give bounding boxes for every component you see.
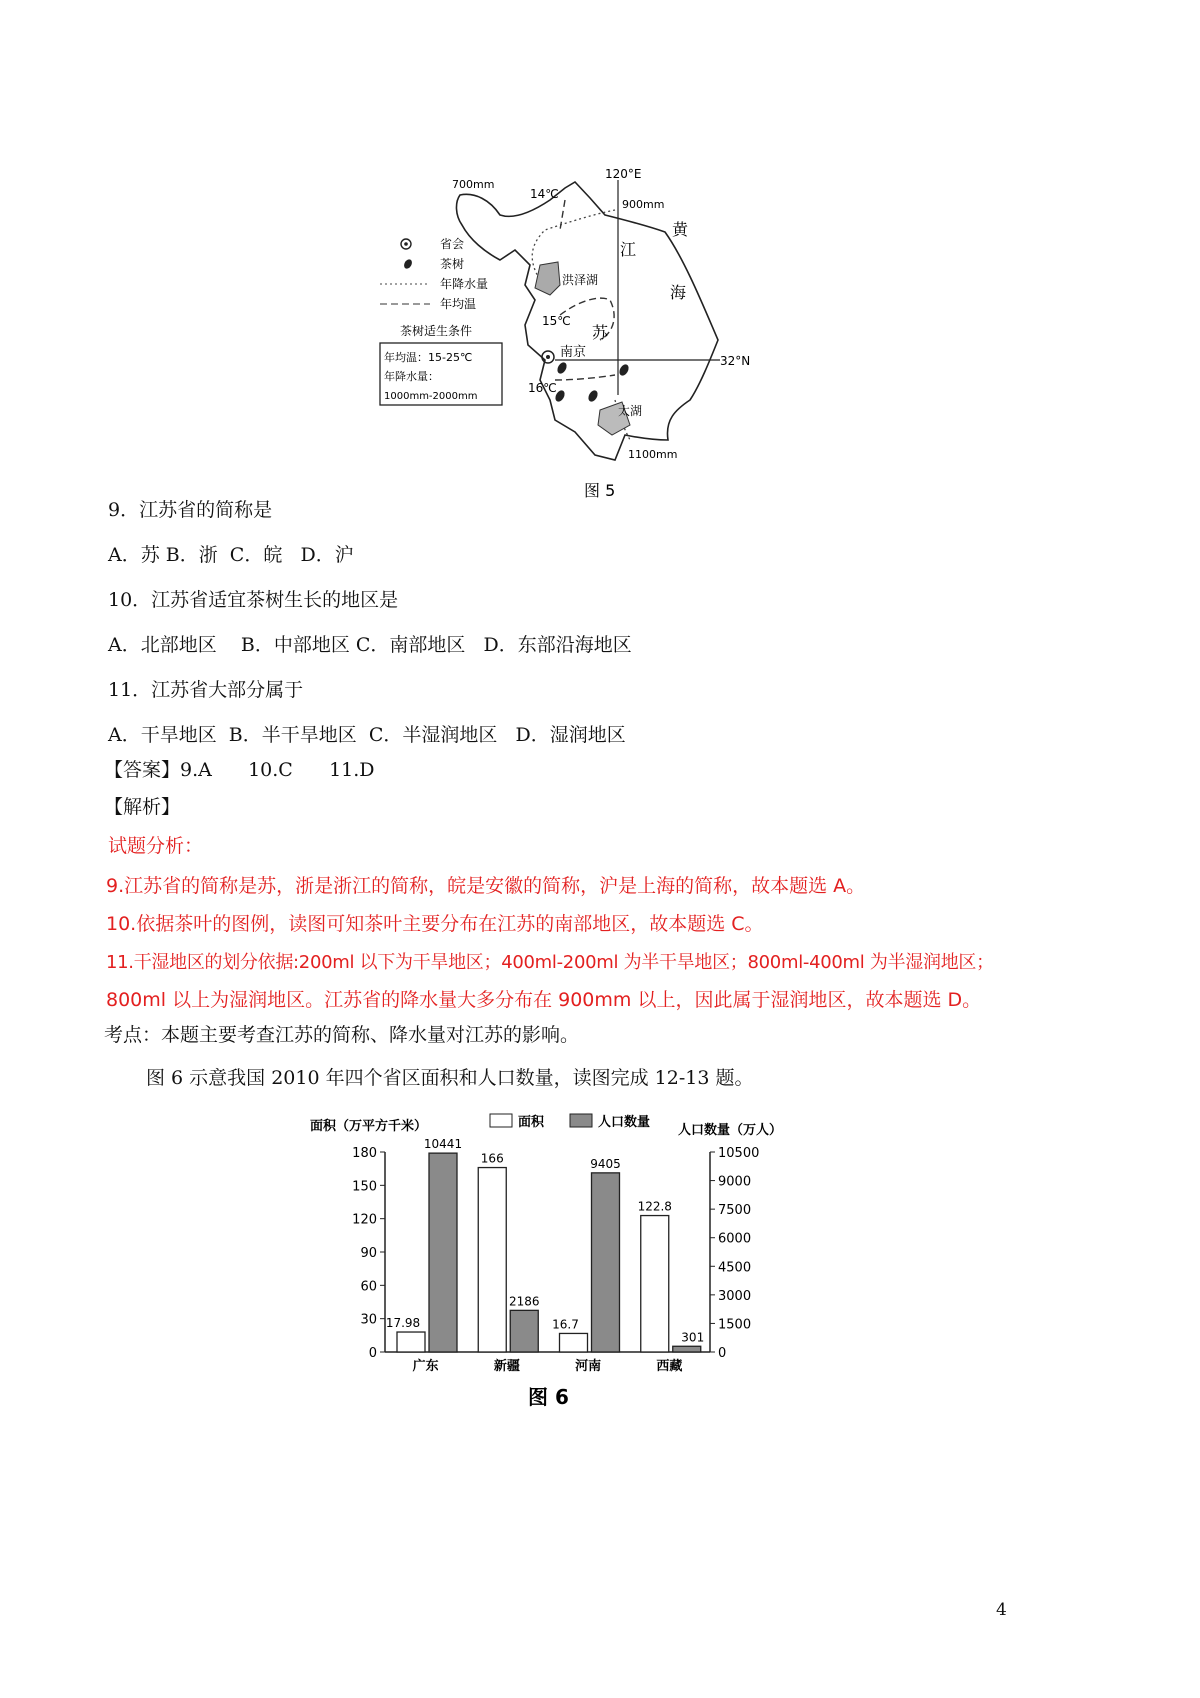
legend-area-label: 面积: [518, 1115, 545, 1130]
label-15c: 15℃: [542, 314, 571, 328]
question-10-options: A．北部地区 B．中部地区 C．南部地区 D．东部沿海地区: [108, 634, 632, 656]
right-tick-label: 7500: [718, 1203, 752, 1219]
answer-line: 【答案】9.A 10.C 11.D: [104, 759, 375, 781]
legend-pop-swatch: [570, 1114, 592, 1127]
label-hongze: 洪泽湖: [562, 273, 599, 287]
bar-population: [592, 1173, 620, 1352]
box-title: 茶树适生条件: [400, 324, 473, 338]
label-huang: 黄: [672, 220, 689, 239]
bar-population: [510, 1310, 538, 1352]
left-tick-label: 150: [352, 1179, 377, 1195]
box-line2: 年降水量：: [384, 370, 439, 383]
category-label: 河南: [575, 1359, 602, 1374]
explanation-11b: 800ml 以上为湿润地区。江苏省的降水量大多分布在 900mm 以上，因此属于湿润地区，故本题选 D。: [106, 989, 982, 1011]
right-tick-label: 9000: [718, 1174, 752, 1190]
data-label-population: 10441: [423, 1137, 463, 1152]
tea-icon: [556, 361, 569, 375]
right-tick-label: 1500: [718, 1317, 752, 1333]
temp-14-line: [560, 200, 565, 230]
bar-area: [641, 1216, 669, 1352]
left-tick-label: 0: [368, 1346, 377, 1361]
map-caption: 图 5: [584, 481, 616, 500]
chart-caption: 图 6: [528, 1385, 569, 1409]
question-9: 9．江苏省的简称是: [108, 499, 273, 521]
legend-tea-icon: [402, 258, 413, 270]
data-label-population: 9405: [590, 1156, 621, 1171]
legend-temp: 年均温: [440, 297, 477, 311]
legend-area-swatch: [490, 1114, 512, 1127]
data-label-area: 122.8: [637, 1199, 672, 1214]
left-tick-label: 180: [352, 1146, 377, 1161]
right-tick-label: 6000: [718, 1231, 752, 1247]
bar-area: [478, 1168, 506, 1352]
kaodian: 考点：本题主要考查江苏的简称、降水量对江苏的影响。: [104, 1024, 580, 1046]
data-label-population: 301: [681, 1330, 705, 1345]
legend-capital: 省会: [440, 237, 465, 251]
bar-area: [560, 1333, 588, 1352]
explanation-heading: 试题分析：: [108, 835, 204, 857]
right-tick-label: 4500: [718, 1260, 752, 1276]
bar-area: [397, 1332, 425, 1352]
label-jiang: 江: [620, 240, 637, 259]
label-700mm: 700mm: [452, 178, 495, 191]
data-label-area: 17.98: [385, 1316, 421, 1331]
capital-icon-dot: [546, 355, 550, 359]
page-number: 4: [996, 1600, 1007, 1620]
data-label-population: 2186: [508, 1294, 540, 1309]
explanation-10: 10.依据茶叶的图例，读图可知茶叶主要分布在江苏的南部地区，故本题选 C。: [106, 913, 764, 935]
lat-label: 32°N: [720, 354, 751, 368]
label-16c: 16℃: [528, 381, 557, 395]
analysis-heading: 【解析】: [104, 796, 181, 818]
box-line3: 1000mm-2000mm: [384, 391, 478, 402]
question-9-options: A．苏 B．浙 C．皖 D．沪: [108, 544, 354, 566]
left-tick-label: 90: [360, 1246, 377, 1261]
bar-population: [429, 1153, 457, 1352]
left-tick-label: 120: [352, 1212, 377, 1228]
left-axis-title: 面积（万平方千米）: [310, 1119, 428, 1134]
jiangsu-map: [384, 167, 820, 510]
right-tick-label: 0: [718, 1346, 727, 1361]
bar-population: [673, 1346, 701, 1352]
data-label-area: 16.7: [552, 1317, 579, 1332]
category-label: 新疆: [493, 1359, 520, 1374]
legend-capital-dot: [404, 242, 408, 246]
tea-icon: [587, 389, 600, 403]
left-tick-label: 60: [360, 1279, 377, 1295]
legend-rain: 年降水量: [440, 277, 489, 291]
area-population-chart: [300, 1100, 820, 1420]
label-su: 苏: [592, 323, 609, 342]
category-label: 广东: [412, 1359, 439, 1374]
legend-tea: 茶树: [440, 257, 465, 271]
explanation-9: 9.江苏省的简称是苏，浙是浙江的简称，皖是安徽的简称，沪是上海的简称，故本题选 A。: [106, 875, 866, 897]
question-11-options: A．干旱地区 B．半干旱地区 C．半湿润地区 D．湿润地区: [108, 724, 626, 746]
chart-intro: 图 6 示意我国 2010 年四个省区面积和人口数量，读图完成 12-13 题。: [146, 1067, 754, 1089]
question-10: 10．江苏省适宜茶树生长的地区是: [108, 589, 399, 611]
label-14c: 14℃: [530, 187, 559, 201]
label-900mm: 900mm: [622, 198, 665, 211]
category-label: 西藏: [656, 1359, 683, 1374]
data-label-area: 166: [480, 1151, 504, 1166]
right-tick-label: 3000: [718, 1288, 752, 1304]
temp-16-line: [555, 375, 615, 380]
legend-pop-label: 人口数量: [598, 1115, 651, 1130]
left-tick-label: 30: [360, 1312, 377, 1328]
right-axis-title: 人口数量（万人）: [678, 1123, 783, 1138]
label-nanjing: 南京: [560, 345, 587, 360]
lon-label: 120°E: [605, 167, 642, 181]
hongze-lake: [535, 262, 560, 295]
tea-icon: [618, 363, 631, 377]
label-taihu: 太湖: [618, 404, 643, 418]
right-tick-label: 10500: [718, 1146, 760, 1161]
explanation-11a: 11.干湿地区的划分依据:200ml 以下为干旱地区；400ml-200ml 为半干旱地区；800ml-400ml 为半湿润地区；: [106, 952, 994, 973]
question-11: 11．江苏省大部分属于: [108, 679, 304, 701]
box-line1: 年均温：15-25℃: [384, 351, 473, 364]
label-hai: 海: [670, 283, 687, 302]
label-1100mm: 1100mm: [628, 448, 678, 461]
